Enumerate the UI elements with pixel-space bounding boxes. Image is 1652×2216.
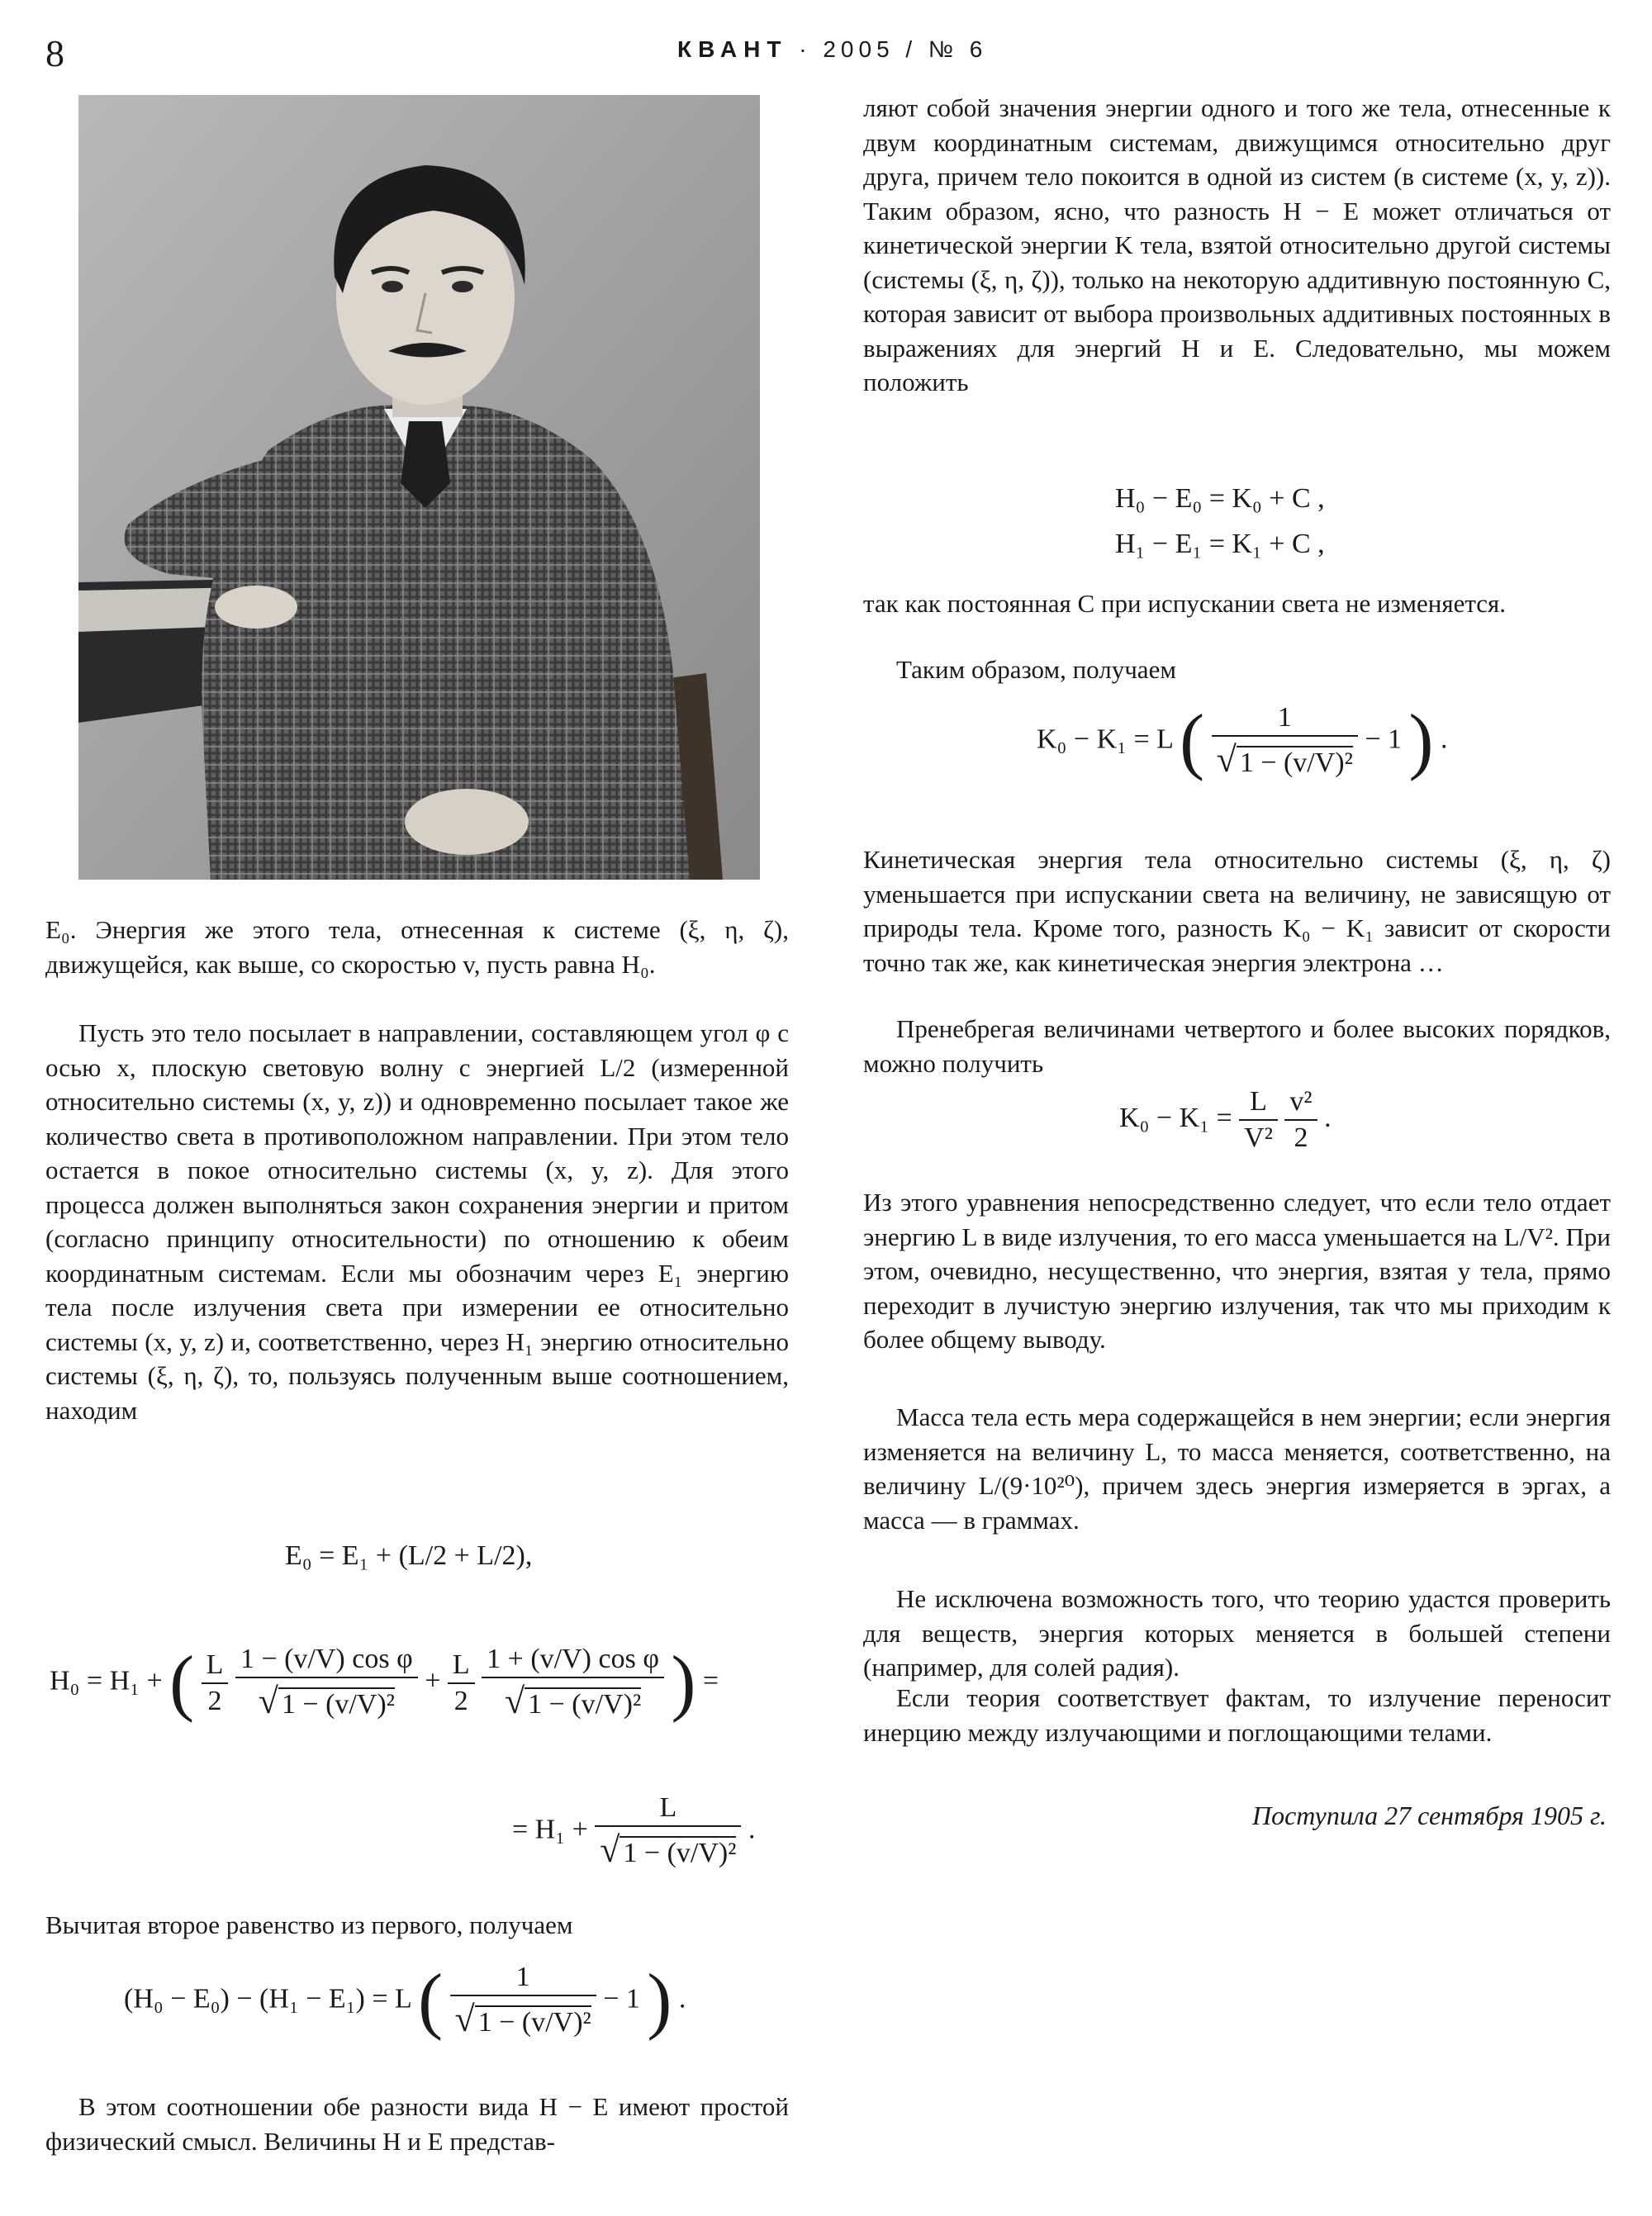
right-paragraph-6: Из этого уравнения непосредственно следует, что если тело отдает энергию L в виде излучения, то его масса уменьшается на L/V². При этом, очевидно, несущественно, что энергия, взятая у тела, прямо переходит в лучистую энергию излучения, так что мы приходим к более общему выводу. — [863, 1188, 1611, 1354]
fraction-L-over-root: $\frac{L}{\text{√ 1 − (v/V)²}}$ — [595, 1792, 741, 1871]
journal-title: КВАНТ — [677, 36, 788, 62]
equation-lhs: H₀ = H₁ + — [50, 1665, 163, 1696]
right-paragraph-3: Таким образом, получаем — [896, 655, 1176, 684]
right-paragraph-2: так как постоянная C при испускании света не изменяется. — [863, 589, 1507, 618]
portrait-photo — [78, 95, 760, 880]
equation-energy-balance-rest: E₀ = E₁ + (L/2 + L/2), — [285, 1540, 533, 1571]
portrait-photo-icon — [78, 95, 760, 880]
running-header — [677, 36, 987, 63]
fraction-one-over-root: $\frac{1}{\text{√ 1 − (v/V)²}}$ — [450, 1962, 596, 2040]
equation-kinetic-rest: H₀ − E₀ = K₀ + C , — [1115, 483, 1325, 514]
equation-kinetic-difference: K₀ − K₁ = L ( $\frac{1}{\text{√ 1 − (v/V)²}}$ − 1 ) . — [1037, 700, 1448, 782]
right-paragraph-7: Масса тела есть мера содержащейся в нем энергии; если энергия изменяется на величину L, то масса меняется, соответственно, на величину L/(9·10²⁰), причем здесь энергия измеряется в эргах, а масса — в граммах. — [863, 1402, 1611, 1535]
fraction-L-over-V2: $\frac{L}{\text{V²}}$ — [1239, 1086, 1278, 1154]
left-paragraph-2: Пусть это тело посылает в направлении, составляющем угол φ с осью x, плоскую световую волну с энергией L/2 (измеренной относительно системы (x, y, z)) и одновременно посылает такое же количество света в противоположном направлении. При этом тело остается в покое относительно системы (x, y, z). Для этого процесса должен выполняться закон сохранения энергии и притом (согласно принципу относительности) по отношению к обеим координатным системам. Если мы обозначим через E₁ энергию тела после излучения света при измерении ее относительно системы (x, y, z) и, соответственно, через H₁ энергию относительно системы (ξ, η, ζ), то, пользуясь полученным выше соотношением, находим — [45, 1018, 789, 1425]
right-paragraph-1: ляют собой значения энергии одного и того же тела, отнесенные к двум координатным системам, движущимся относительно друг друга, причем тело покоится в одной из систем (в системе (x, y, z)). Таким образом, ясно, что разность H − E может отличаться от кинетической энергии K тела, взятой относительно другой системы (системы (ξ, η, ζ)), только на некоторую аддитивную постоянную C, которая зависит от выбора произвольных аддитивных постоянных в выражениях для энергий H и E. Следовательно, мы можем положить — [863, 93, 1611, 396]
equation-energy-result: = H₁ + $\frac{L}{\text{√ 1 − (v/V)²}}$ . — [512, 1792, 756, 1870]
fraction-L-over-2: $\frac{L}{2}$ — [202, 1649, 229, 1717]
equation-kinetic-moving: H₁ − E₁ = K₁ + C , — [1115, 529, 1325, 559]
left-paragraph-3: Вычитая второе равенство из первого, получаем — [45, 1910, 573, 1939]
received-date: Поступила 27 сентября 1905 г. — [1251, 1801, 1607, 1830]
right-paragraph-4: Кинетическая энергия тела относительно системы (ξ, η, ζ) уменьшается при испускании света на величину, не зависящую от природы тела. Кроме того, разность K₀ − K₁ зависит от скорости точно так же, как кинетическая энергия электрона … — [863, 845, 1611, 977]
equation-kinetic-approx: K₀ − K₁ = $\frac{L}{\text{V²}}$ $\frac{\text{v²}}{2}$ . — [1119, 1086, 1332, 1153]
left-paragraph-1: E₀. Энергия же этого тела, отнесенная к системе (ξ, η, ζ), движущейся, как выше, со скоростью v, пусть равна H₀. — [45, 915, 789, 979]
page-number: 8 — [45, 32, 64, 74]
fraction-one-over-root-right: $\frac{1}{\text{√ 1 − (v/V)²}}$ — [1212, 702, 1358, 781]
equation-difference: (H₀ − E₀) − (H₁ − E₁) = L ( $\frac{1}{\text{√ 1 − (v/V)²}}$ − 1 ) . — [124, 1959, 686, 2042]
equation-energy-balance-moving: H₀ = H₁ + ( $\frac{L}{2}$ $\frac{\text{1 − (v/V) cos φ}}{\text{√ 1 − (v/V)²}}$ + $\frac{L}{2}$ $\frac{\text{1 + (v/V) cos φ}}{\text{√ 1 − (v/V)²}}$ ) = — [50, 1641, 719, 1724]
fraction-cos-minus: $\frac{\text{1 − (v/V) cos φ}}{\text{√ 1 − (v/V)²}}$ — [235, 1644, 418, 1722]
fraction-v2-over-2: $\frac{\text{v²}}{2}$ — [1284, 1086, 1317, 1154]
right-paragraph-9: Если теория соответствует фактам, то излучение переносит инерцию между излучающими и поглощающими телами. — [863, 1683, 1611, 1747]
issue-number: · 2005 / № 6 — [799, 36, 988, 62]
right-paragraph-8: Не исключена возможность того, что теорию удастся проверить для веществ, энергия которых меняется в большей степени (например, для солей радия). — [863, 1584, 1611, 1682]
fraction-cos-plus: $\frac{\text{1 + (v/V) cos φ}}{\text{√ 1 − (v/V)²}}$ — [482, 1644, 664, 1722]
left-paragraph-4: В этом соотношении обе разности вида H − E имеют простой физический смысл. Величины H и E представ- — [45, 2092, 789, 2156]
right-paragraph-5: Пренебрегая величинами четвертого и более высоких порядков, можно получить — [863, 1014, 1611, 1078]
fraction-L-over-2-second: $\frac{L}{2}$ — [448, 1649, 475, 1717]
